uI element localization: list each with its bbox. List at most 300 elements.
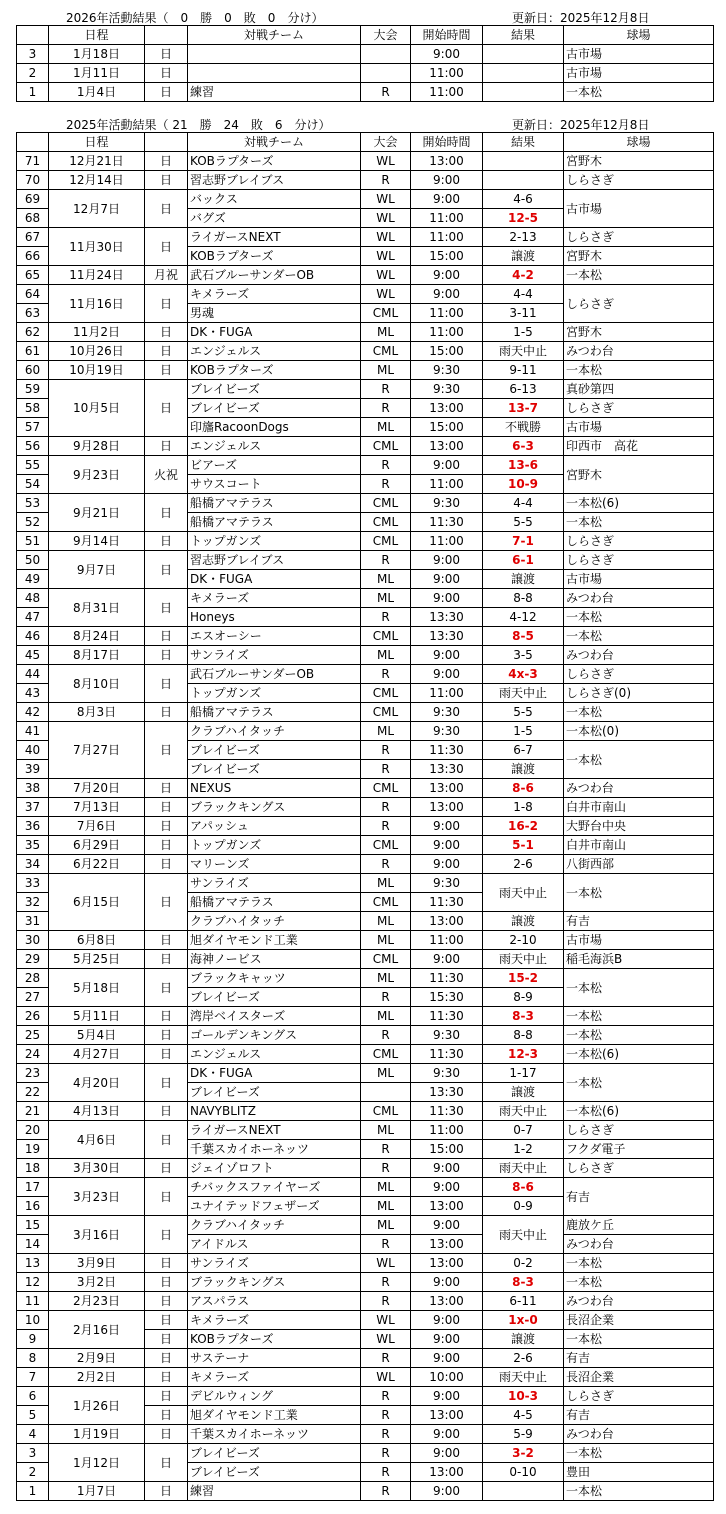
- row-start-time: 11:00: [411, 684, 483, 703]
- row-result: 8-8: [483, 1026, 564, 1045]
- row-opponent: ブレイビーズ: [188, 380, 361, 399]
- row-result: 3-11: [483, 304, 564, 323]
- row-opponent: キメラーズ: [188, 589, 361, 608]
- row-date: 12月14日: [49, 171, 145, 190]
- row-date: 9月14日: [49, 532, 145, 551]
- row-result: 2-6: [483, 855, 564, 874]
- row-number: 56: [17, 437, 49, 456]
- row-venue: みつわ台: [564, 589, 714, 608]
- row-competition: CML: [361, 893, 411, 912]
- row-result: 1-5: [483, 323, 564, 342]
- row-opponent: ゴールデンキングス: [188, 1026, 361, 1045]
- row-number: 3: [17, 45, 49, 64]
- row-result: 8-9: [483, 988, 564, 1007]
- row-number: 59: [17, 380, 49, 399]
- row-number: 19: [17, 1140, 49, 1159]
- row-date: 8月10日: [49, 665, 145, 703]
- row-start-time: 15:00: [411, 1140, 483, 1159]
- row-venue: 宮野木: [564, 247, 714, 266]
- row-competition: CML: [361, 342, 411, 361]
- table-row: [17, 1292, 714, 1311]
- row-competition: CML: [361, 836, 411, 855]
- row-competition: [361, 1083, 411, 1102]
- row-start-time: 13:00: [411, 1406, 483, 1425]
- row-venue: しらさぎ: [564, 665, 714, 684]
- row-number: 68: [17, 209, 49, 228]
- row-venue: 一本松: [564, 1254, 714, 1273]
- row-result: 8-6: [483, 1178, 564, 1197]
- row-opponent: 千葉スカイホーネッツ: [188, 1140, 361, 1159]
- row-day: 日: [145, 874, 188, 931]
- table-row: [17, 1444, 714, 1463]
- row-competition: ML: [361, 722, 411, 741]
- row-day: 日: [145, 1045, 188, 1064]
- row-day: 日: [145, 323, 188, 342]
- row-date: 12月7日: [49, 190, 145, 228]
- row-result: [483, 64, 564, 83]
- row-opponent: キメラーズ: [188, 285, 361, 304]
- row-day: 日: [145, 722, 188, 779]
- row-competition: R: [361, 171, 411, 190]
- row-competition: ML: [361, 1216, 411, 1235]
- row-competition: CML: [361, 703, 411, 722]
- table-row: [17, 1273, 714, 1292]
- row-opponent: ビアーズ: [188, 456, 361, 475]
- row-start-time: 13:30: [411, 760, 483, 779]
- row-opponent: ブラックキングス: [188, 1273, 361, 1292]
- row-opponent: 武石ブルーサンダーOB: [188, 266, 361, 285]
- row-start-time: 9:00: [411, 646, 483, 665]
- row-start-time: 11:00: [411, 931, 483, 950]
- results-table-2026: [16, 25, 714, 102]
- row-start-time: 9:00: [411, 171, 483, 190]
- row-venue: 一本松: [564, 266, 714, 285]
- row-competition: R: [361, 855, 411, 874]
- row-competition: R: [361, 456, 411, 475]
- row-result: 1-17: [483, 1064, 564, 1083]
- row-number: 60: [17, 361, 49, 380]
- row-start-time: 11:00: [411, 209, 483, 228]
- row-competition: R: [361, 988, 411, 1007]
- row-number: 31: [17, 912, 49, 931]
- row-date: 4月13日: [49, 1102, 145, 1121]
- row-date: 4月20日: [49, 1064, 145, 1102]
- row-date: 2月2日: [49, 1368, 145, 1387]
- row-opponent: ブレイビーズ: [188, 741, 361, 760]
- row-opponent: ジェイゾロフト: [188, 1159, 361, 1178]
- row-opponent: クラブハイタッチ: [188, 722, 361, 741]
- row-competition: R: [361, 83, 411, 102]
- row-opponent: 旭ダイヤモンド工業: [188, 931, 361, 950]
- row-start-time: 15:00: [411, 247, 483, 266]
- row-competition: R: [361, 1026, 411, 1045]
- row-number: 42: [17, 703, 49, 722]
- row-competition: [361, 64, 411, 83]
- row-number: 50: [17, 551, 49, 570]
- row-day: 日: [145, 494, 188, 532]
- row-number: 12: [17, 1273, 49, 1292]
- row-opponent: KOBラプターズ: [188, 152, 361, 171]
- row-competition: ML: [361, 418, 411, 437]
- row-day: 日: [145, 1102, 188, 1121]
- row-date: 9月23日: [49, 456, 145, 494]
- row-opponent: NAVYBLITZ: [188, 1102, 361, 1121]
- row-venue: 稲毛海浜B: [564, 950, 714, 969]
- section-title: 2025年活動結果（ 21 勝 24 敗 6 分け）: [66, 118, 331, 132]
- row-date: 11月2日: [49, 323, 145, 342]
- row-day: 日: [145, 779, 188, 798]
- row-competition: WL: [361, 209, 411, 228]
- row-start-time: 11:30: [411, 1007, 483, 1026]
- row-opponent: バグズ: [188, 209, 361, 228]
- header-opponent: 対戦チーム: [188, 26, 361, 45]
- row-start-time: 11:30: [411, 893, 483, 912]
- row-competition: R: [361, 1444, 411, 1463]
- row-date: 1月4日: [49, 83, 145, 102]
- row-day: 日: [145, 1026, 188, 1045]
- row-result: 0-9: [483, 1197, 564, 1216]
- table-row: [17, 703, 714, 722]
- row-result: [483, 152, 564, 171]
- row-number: 52: [17, 513, 49, 532]
- row-venue: 古市場: [564, 570, 714, 589]
- row-result: 雨天中止: [483, 1102, 564, 1121]
- row-venue: しらさぎ(0): [564, 684, 714, 703]
- row-number: 25: [17, 1026, 49, 1045]
- row-start-time: 13:00: [411, 1197, 483, 1216]
- row-venue: 古市場: [564, 64, 714, 83]
- row-opponent: ライガースNEXT: [188, 228, 361, 247]
- row-opponent: ブレイビーズ: [188, 760, 361, 779]
- row-start-time: 15:00: [411, 418, 483, 437]
- row-number: 33: [17, 874, 49, 893]
- row-day: 日: [145, 380, 188, 437]
- row-date: 1月19日: [49, 1425, 145, 1444]
- row-competition: CML: [361, 1102, 411, 1121]
- row-number: 30: [17, 931, 49, 950]
- table-row: [17, 285, 714, 304]
- row-result: 5-5: [483, 703, 564, 722]
- row-result: 不戦勝: [483, 418, 564, 437]
- row-venue: 古市場: [564, 418, 714, 437]
- table-row: [17, 1368, 714, 1387]
- table-row: [17, 456, 714, 475]
- row-competition: R: [361, 608, 411, 627]
- row-number: 71: [17, 152, 49, 171]
- row-competition: R: [361, 1463, 411, 1482]
- header-competition: 大会: [361, 26, 411, 45]
- row-competition: R: [361, 741, 411, 760]
- row-start-time: 9:00: [411, 950, 483, 969]
- row-result: 雨天中止: [483, 1368, 564, 1387]
- row-venue: みつわ台: [564, 1425, 714, 1444]
- row-day: 日: [145, 1444, 188, 1482]
- row-venue: 一本松: [564, 608, 714, 627]
- table-row: [17, 83, 714, 102]
- row-result: 5-1: [483, 836, 564, 855]
- row-date: 9月28日: [49, 437, 145, 456]
- row-start-time: 9:00: [411, 266, 483, 285]
- row-start-time: 11:00: [411, 83, 483, 102]
- row-start-time: 9:00: [411, 1216, 483, 1235]
- row-start-time: 9:00: [411, 551, 483, 570]
- row-start-time: 13:30: [411, 608, 483, 627]
- row-opponent: エスオーシー: [188, 627, 361, 646]
- row-competition: R: [361, 1140, 411, 1159]
- row-opponent: 練習: [188, 83, 361, 102]
- table-row: [17, 779, 714, 798]
- row-opponent: アスパラス: [188, 1292, 361, 1311]
- table-row: [17, 64, 714, 83]
- table-row: [17, 874, 714, 893]
- row-number: 66: [17, 247, 49, 266]
- table-row: [17, 1102, 714, 1121]
- row-competition: CML: [361, 304, 411, 323]
- row-result: 8-8: [483, 589, 564, 608]
- table-row: [17, 1007, 714, 1026]
- row-day: 日: [145, 1216, 188, 1254]
- row-day: 日: [145, 817, 188, 836]
- row-opponent: トップガンズ: [188, 836, 361, 855]
- row-competition: CML: [361, 437, 411, 456]
- row-start-time: 9:00: [411, 1178, 483, 1197]
- header-day: [145, 26, 188, 45]
- row-start-time: 9:00: [411, 570, 483, 589]
- section-header: [0, 6, 726, 25]
- table-row: [17, 45, 714, 64]
- row-date: 7月20日: [49, 779, 145, 798]
- row-opponent: ブレイビーズ: [188, 399, 361, 418]
- row-start-time: 11:00: [411, 304, 483, 323]
- row-day: 日: [145, 703, 188, 722]
- row-date: 8月3日: [49, 703, 145, 722]
- table-row: [17, 798, 714, 817]
- row-venue: みつわ台: [564, 779, 714, 798]
- row-result: 0-2: [483, 1254, 564, 1273]
- table-row: [17, 1254, 714, 1273]
- row-competition: WL: [361, 1368, 411, 1387]
- row-start-time: 13:00: [411, 1235, 483, 1254]
- row-result: 譲渡: [483, 570, 564, 589]
- table-row: [17, 836, 714, 855]
- updated-date: 更新日：2025年12月8日: [512, 118, 650, 132]
- row-opponent: エンジェルス: [188, 437, 361, 456]
- row-date: 8月17日: [49, 646, 145, 665]
- row-result: 4-12: [483, 608, 564, 627]
- row-start-time: 11:30: [411, 1045, 483, 1064]
- row-start-time: 9:30: [411, 1064, 483, 1083]
- row-opponent: [188, 45, 361, 64]
- row-date: 3月2日: [49, 1273, 145, 1292]
- row-result: 1-5: [483, 722, 564, 741]
- row-date: 10月19日: [49, 361, 145, 380]
- table-row: [17, 361, 714, 380]
- row-day: 日: [145, 1349, 188, 1368]
- row-start-time: 9:00: [411, 1311, 483, 1330]
- row-date: 8月31日: [49, 589, 145, 627]
- row-start-time: 11:00: [411, 323, 483, 342]
- row-opponent: トップガンズ: [188, 532, 361, 551]
- row-number: 36: [17, 817, 49, 836]
- row-competition: WL: [361, 1330, 411, 1349]
- row-day: 日: [145, 931, 188, 950]
- row-result: 13-7: [483, 399, 564, 418]
- row-date: 10月5日: [49, 380, 145, 437]
- row-day: 日: [145, 1425, 188, 1444]
- row-result: 5-5: [483, 513, 564, 532]
- row-venue: 八街西部: [564, 855, 714, 874]
- row-date: 6月29日: [49, 836, 145, 855]
- row-day: 日: [145, 646, 188, 665]
- row-result: 8-6: [483, 779, 564, 798]
- row-date: 1月7日: [49, 1482, 145, 1501]
- row-start-time: 15:30: [411, 988, 483, 1007]
- row-venue: しらさぎ: [564, 399, 714, 418]
- row-competition: R: [361, 798, 411, 817]
- row-number: 54: [17, 475, 49, 494]
- header-venue: 球場: [564, 26, 714, 45]
- row-result: 譲渡: [483, 912, 564, 931]
- row-number: 63: [17, 304, 49, 323]
- row-opponent: デビルウィング: [188, 1387, 361, 1406]
- row-result: 4x-3: [483, 665, 564, 684]
- row-opponent: DK・FUGA: [188, 570, 361, 589]
- table-row: [17, 1387, 714, 1406]
- table-row: [17, 494, 714, 513]
- row-opponent: 船橋アマテラス: [188, 513, 361, 532]
- row-result: 2-6: [483, 1349, 564, 1368]
- row-date: 11月16日: [49, 285, 145, 323]
- row-start-time: 9:00: [411, 1482, 483, 1501]
- row-opponent: NEXUS: [188, 779, 361, 798]
- row-opponent: エンジェルス: [188, 342, 361, 361]
- row-competition: CML: [361, 779, 411, 798]
- row-day: 日: [145, 1159, 188, 1178]
- row-number: 7: [17, 1368, 49, 1387]
- row-competition: R: [361, 760, 411, 779]
- table-row: [17, 931, 714, 950]
- row-venue: みつわ台: [564, 1292, 714, 1311]
- table-row: [17, 171, 714, 190]
- row-venue: 一本松: [564, 513, 714, 532]
- header-date: 日程: [49, 133, 145, 152]
- table-row: [17, 437, 714, 456]
- header-start-time: 開始時間: [411, 26, 483, 45]
- row-number: 15: [17, 1216, 49, 1235]
- row-start-time: 9:00: [411, 1159, 483, 1178]
- row-competition: WL: [361, 266, 411, 285]
- row-competition: ML: [361, 361, 411, 380]
- table-row: [17, 1425, 714, 1444]
- row-date: 1月12日: [49, 1444, 145, 1482]
- row-competition: R: [361, 1406, 411, 1425]
- row-competition: [361, 45, 411, 64]
- row-result: 0-7: [483, 1121, 564, 1140]
- row-result: 16-2: [483, 817, 564, 836]
- row-competition: ML: [361, 1178, 411, 1197]
- row-day: 日: [145, 836, 188, 855]
- row-result: 2-10: [483, 931, 564, 950]
- row-competition: ML: [361, 1121, 411, 1140]
- row-result: 8-3: [483, 1007, 564, 1026]
- row-number: 35: [17, 836, 49, 855]
- row-number: 17: [17, 1178, 49, 1197]
- row-opponent: キメラーズ: [188, 1368, 361, 1387]
- row-day: 火祝: [145, 456, 188, 494]
- row-result: 6-3: [483, 437, 564, 456]
- row-result: 4-5: [483, 1406, 564, 1425]
- row-venue: 印西市 高花: [564, 437, 714, 456]
- row-venue: しらさぎ: [564, 1121, 714, 1140]
- row-number: 49: [17, 570, 49, 589]
- row-opponent: 千葉スカイホーネッツ: [188, 1425, 361, 1444]
- row-venue: しらさぎ: [564, 171, 714, 190]
- row-competition: WL: [361, 152, 411, 171]
- table-row: [17, 228, 714, 247]
- row-start-time: 11:00: [411, 532, 483, 551]
- row-date: 11月30日: [49, 228, 145, 266]
- table-row: [17, 1159, 714, 1178]
- row-number: 41: [17, 722, 49, 741]
- row-number: 64: [17, 285, 49, 304]
- row-venue: しらさぎ: [564, 551, 714, 570]
- row-date: 11月24日: [49, 266, 145, 285]
- table-row: [17, 665, 714, 684]
- row-number: 32: [17, 893, 49, 912]
- row-venue: 一本松: [564, 969, 714, 1007]
- row-competition: ML: [361, 969, 411, 988]
- row-result: 雨天中止: [483, 874, 564, 912]
- row-opponent: 船橋アマテラス: [188, 494, 361, 513]
- table-row: [17, 532, 714, 551]
- row-venue: 有吉: [564, 912, 714, 931]
- row-opponent: 船橋アマテラス: [188, 893, 361, 912]
- row-result: 4-6: [483, 190, 564, 209]
- table-row: [17, 627, 714, 646]
- row-start-time: 10:00: [411, 1368, 483, 1387]
- row-result: [483, 1482, 564, 1501]
- row-opponent: DK・FUGA: [188, 323, 361, 342]
- row-start-time: 13:00: [411, 152, 483, 171]
- row-day: 日: [145, 64, 188, 83]
- row-number: 69: [17, 190, 49, 209]
- row-number: 18: [17, 1159, 49, 1178]
- row-competition: ML: [361, 323, 411, 342]
- row-opponent: 男魂: [188, 304, 361, 323]
- row-start-time: 13:00: [411, 1463, 483, 1482]
- row-result: 1-8: [483, 798, 564, 817]
- row-start-time: 9:00: [411, 817, 483, 836]
- row-date: 5月4日: [49, 1026, 145, 1045]
- row-start-time: 11:30: [411, 741, 483, 760]
- row-competition: R: [361, 1482, 411, 1501]
- row-start-time: 11:00: [411, 64, 483, 83]
- row-start-time: 9:00: [411, 1273, 483, 1292]
- row-number: 45: [17, 646, 49, 665]
- table-row: [17, 266, 714, 285]
- row-number: 1: [17, 83, 49, 102]
- row-start-time: 13:30: [411, 1083, 483, 1102]
- row-competition: CML: [361, 627, 411, 646]
- row-venue: 一本松: [564, 703, 714, 722]
- row-day: 日: [145, 1311, 188, 1330]
- row-day: 日: [145, 1178, 188, 1216]
- row-opponent: ブレイビーズ: [188, 1444, 361, 1463]
- row-day: 日: [145, 1064, 188, 1102]
- row-competition: ML: [361, 589, 411, 608]
- table-row: [17, 190, 714, 209]
- row-venue: しらさぎ: [564, 228, 714, 247]
